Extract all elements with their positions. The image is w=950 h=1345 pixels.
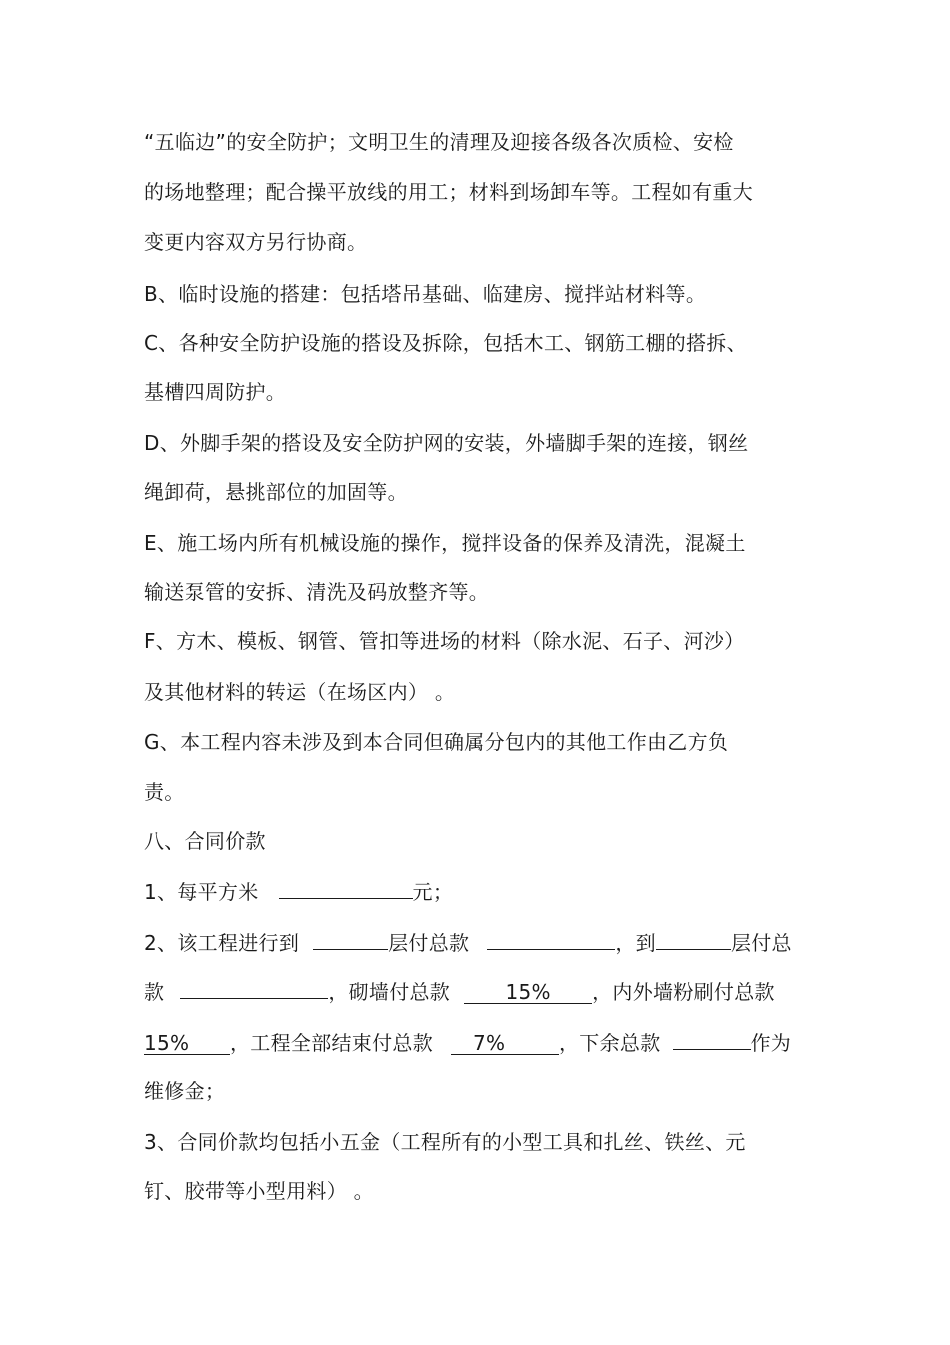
unit-price-blank[interactable] — [279, 878, 413, 899]
floor-blank-1[interactable] — [313, 929, 388, 950]
paragraph-line: 输送泵管的安拆、清洗及码放整齐等。 — [144, 580, 490, 604]
price-item-2-text: 层付总 — [730, 931, 792, 955]
paragraph-line: 变更内容双方另行协商。 — [144, 230, 368, 254]
price-item-2-text: ，下余总款 — [559, 1031, 661, 1055]
price-item-2-text: ，砌墙付总款 — [328, 980, 451, 1004]
price-item-2-cont — [144, 978, 775, 1005]
clause-c: C、各种安全防护设施的搭设及拆除，包括木工、钢筋工棚的搭拆、 — [144, 331, 747, 355]
price-item-2-text: ，工程全部结束付总款 — [230, 1031, 433, 1055]
price-item-2-cont — [144, 1029, 791, 1056]
price-item-2-text: ，内外墙粉刷付总款 — [592, 980, 775, 1004]
price-item-2-cont: 维修金； — [144, 1079, 226, 1103]
clause-g: G、本工程内容未涉及到本合同但确属分包内的其他工作由乙方负 — [144, 730, 729, 754]
price-item-2 — [144, 929, 792, 956]
remaining-blank[interactable] — [673, 1029, 751, 1050]
floor-blank-2[interactable] — [656, 929, 731, 950]
price-item-2-text: 作为 — [750, 1031, 792, 1055]
paragraph-line: 及其他材料的转运（在场区内） 。 — [144, 680, 456, 704]
paragraph-line: 绳卸荷，悬挑部位的加固等。 — [144, 480, 408, 504]
price-item-3-cont: 钉、胶带等小型用料） 。 — [144, 1179, 374, 1203]
amount-blank-2[interactable] — [180, 978, 328, 999]
clause-f: F、方木、模板、钢管、管扣等进场的材料（除水泥、石子、河沙） — [144, 629, 745, 653]
price-item-2-text: 2、该工程进行到 — [144, 931, 300, 955]
price-item-1 — [144, 878, 453, 905]
price-item-3: 3、合同价款均包括小五金（工程所有的小型工具和扎丝、铁丝、元 — [144, 1130, 746, 1154]
price-item-2-text: 层付总款 — [388, 931, 470, 955]
paragraph-line: 的场地整理；配合操平放线的用工；材料到场卸车等。工程如有重大 — [144, 180, 753, 204]
completion-payment-value[interactable]: 7% — [451, 1032, 559, 1055]
clause-d: D、外脚手架的搭设及安全防护网的安装，外墙脚手架的连接，钢丝 — [144, 431, 749, 455]
clause-b: B、临时设施的搭建：包括塔吊基础、临建房、搅拌站材料等。 — [144, 282, 707, 306]
wall-payment-value[interactable]: 15% — [464, 981, 592, 1004]
plaster-payment-value[interactable]: 15% — [144, 1032, 230, 1055]
price-item-2-text: 款 — [144, 980, 165, 1004]
price-item-1-prefix: 1、每平方米 — [144, 880, 259, 904]
amount-blank-1[interactable] — [487, 929, 615, 950]
paragraph-line: “五临边”的安全防护；文明卫生的清理及迎接各级各次质检、安检 — [144, 130, 734, 154]
price-item-1-suffix: 元； — [412, 880, 454, 904]
clause-e: E、施工场内所有机械设施的操作，搅拌设备的保养及清洗，混凝土 — [144, 531, 746, 555]
paragraph-line: 责。 — [144, 780, 185, 804]
section-heading: 八、合同价款 — [144, 829, 266, 853]
paragraph-line: 基槽四周防护。 — [144, 380, 287, 404]
price-item-2-text: ，到 — [615, 931, 656, 955]
